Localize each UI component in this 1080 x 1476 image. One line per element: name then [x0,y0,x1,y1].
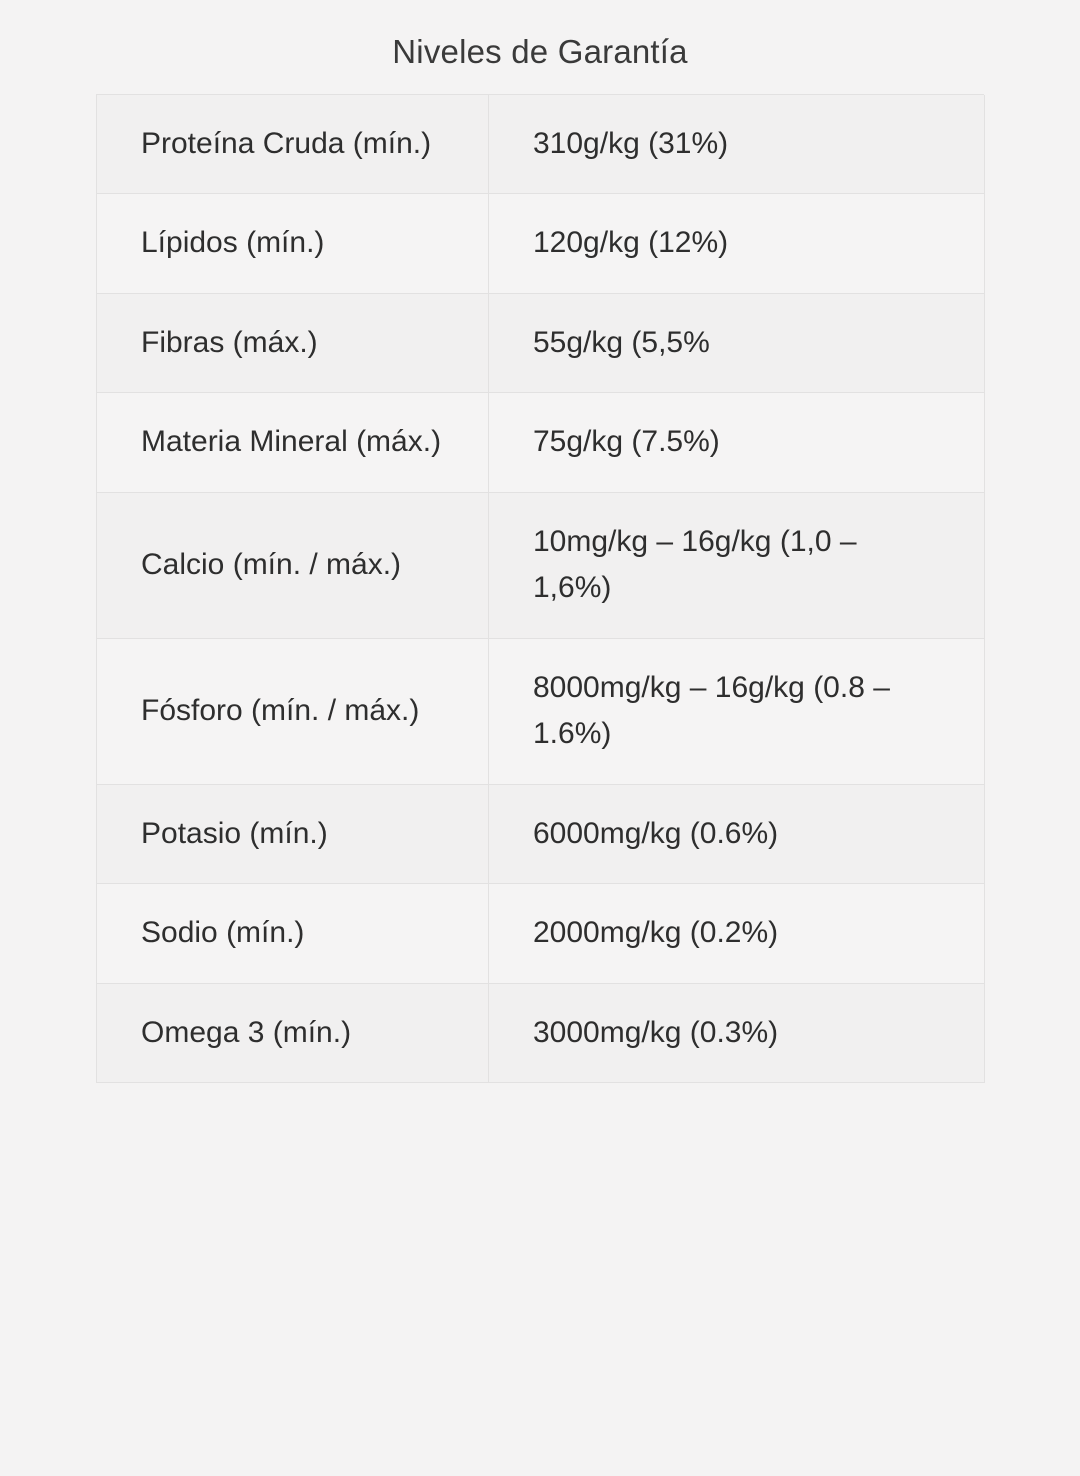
table-row [97,884,985,984]
nutrient-label: Fósforo (mín. / máx.) [97,638,489,784]
guaranteed-analysis-table [96,95,985,1084]
guaranteed-analysis-table-wrapper [96,94,984,1084]
nutrient-value: 310g/kg (31%) [489,95,985,194]
nutrient-label: Proteína Cruda (mín.) [97,95,489,194]
table-row [97,393,985,493]
nutrient-label: Omega 3 (mín.) [97,983,489,1083]
table-row [97,95,985,194]
page-title: Niveles de Garantía [392,33,688,70]
table-row [97,638,985,784]
table-row [97,194,985,294]
nutrient-label: Fibras (máx.) [97,293,489,393]
table-row [97,784,985,884]
nutrient-value: 75g/kg (7.5%) [489,393,985,493]
nutrient-label: Materia Mineral (máx.) [97,393,489,493]
nutrient-label: Lípidos (mín.) [97,194,489,294]
nutrient-value: 2000mg/kg (0.2%) [489,884,985,984]
nutrient-value: 55g/kg (5,5% [489,293,985,393]
nutrient-value: 10mg/kg – 16g/kg (1,0 – 1,6%) [489,492,985,638]
nutrient-label: Calcio (mín. / máx.) [97,492,489,638]
nutrient-label: Potasio (mín.) [97,784,489,884]
table-row [97,492,985,638]
nutrient-value: 120g/kg (12%) [489,194,985,294]
table-row [97,293,985,393]
nutrient-value: 8000mg/kg – 16g/kg (0.8 – 1.6%) [489,638,985,784]
nutrient-value: 3000mg/kg (0.3%) [489,983,985,1083]
nutrient-label: Sodio (mín.) [97,884,489,984]
table-body [97,95,985,1083]
nutrient-value: 6000mg/kg (0.6%) [489,784,985,884]
table-row [97,983,985,1083]
